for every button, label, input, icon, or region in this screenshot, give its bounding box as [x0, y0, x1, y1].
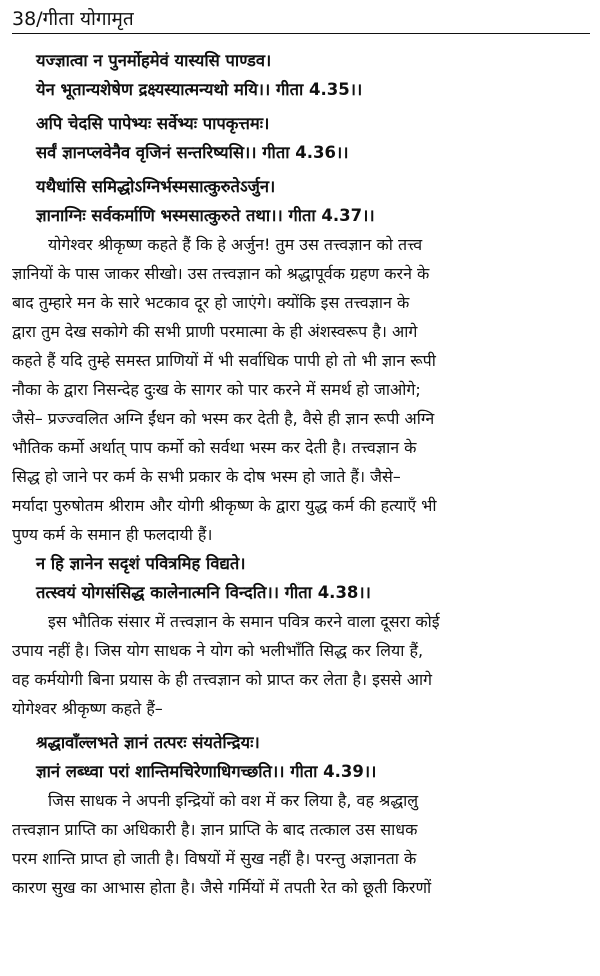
paragraph	[12, 230, 590, 549]
verse-line: यथैधांसि समिद्धोऽग्निर्भस्मसात्कुरुतेऽर्जुन।	[36, 177, 276, 196]
verse-line: अपि चेदसि पापेभ्यः सर्वेभ्यः पापकृत्तमः।	[36, 114, 270, 133]
paragraph-line: योगेश्वर श्रीकृष्ण कहते हैं–	[12, 699, 163, 718]
paragraph-line: पुण्य कर्म के समान ही फलदायी हैं।	[12, 525, 213, 544]
verse-line: यज्ज्ञात्वा न पुनर्मोहमेवं यास्यसि पाण्डव।	[36, 51, 272, 70]
verse-block	[12, 172, 590, 230]
paragraph-line: जैसे– प्रज्ज्वलित अग्नि ईंधन को भस्म कर देती है, वैसे ही ज्ञान रूपी अग्नि	[12, 409, 435, 428]
paragraph-line: योगेश्वर श्रीकृष्ण कहते हैं कि हे अर्जुन! तुम उस तत्त्वज्ञान को तत्त्व	[48, 235, 423, 254]
paragraph-line: सिद्ध हो जाने पर कर्म के सभी प्रकार के दोष भस्म हो जाते हैं। जैसे–	[12, 467, 401, 486]
paragraph-line: ज्ञानियों के पास जाकर सीखो। उस तत्त्वज्ञान को श्रद्धापूर्वक ग्रहण करने के	[12, 264, 430, 283]
paragraph-line: कहते हैं यदि तुम्हे समस्त प्राणियों में भी सर्वाधिक पापी हो तो भी ज्ञान रूपी	[12, 351, 436, 370]
paragraph-line: बाद तुम्हारे मन के सारे भटकाव दूर हो जाएंगे। क्योंकि इस तत्त्वज्ञान के	[12, 293, 410, 312]
verse-line: सर्वं ज्ञानप्लवेनैव वृजिनं सन्तरिष्यसि।। गीता 4.36।।	[36, 143, 349, 162]
paragraph	[12, 607, 590, 723]
paragraph-line: नौका के द्वारा निसन्देह दुःख के सागर को पार करने में समर्थ हो जाओगे;	[12, 380, 421, 399]
paragraph-line: वह कर्मयोगी बिना प्रयास के ही तत्त्वज्ञान को प्राप्त कर लेता है। इससे आगे	[12, 670, 433, 689]
verse-block	[12, 549, 590, 607]
verse-block	[12, 109, 590, 167]
verse-block	[12, 728, 590, 786]
verse-line: ज्ञानाग्निः सर्वकर्माणि भस्मसात्कुरुते तथा।। गीता 4.37।।	[36, 206, 375, 225]
paragraph-line: जिस साधक ने अपनी इन्द्रियों को वश में कर लिया है, वह श्रद्धालु	[48, 791, 419, 810]
verse-line: श्रद्धावाँल्लभते ज्ञानं तत्परः संयतेन्द्रियः।	[36, 733, 260, 752]
paragraph-line: द्वारा तुम देख सकोगे की सभी प्राणी परमात्मा के ही अंशस्वरूप है। आगे	[12, 322, 418, 341]
paragraph-line: उपाय नहीं है। जिस योग साधक ने योग को भलीभाँति सिद्ध कर लिया हैं,	[12, 641, 424, 660]
page-body	[12, 46, 590, 902]
paragraph	[12, 786, 590, 902]
verse-line: ज्ञानं लब्ध्वा परां शान्तिमचिरेणाधिगच्छति।। गीता 4.39।।	[36, 762, 377, 781]
paragraph-line: इस भौतिक संसार में तत्त्वज्ञान के समान पवित्र करने वाला दूसरा कोई	[48, 612, 440, 631]
paragraph-line: भौतिक कर्मो अर्थात् पाप कर्मो को सर्वथा भस्म कर देती है। तत्त्वज्ञान के	[12, 438, 417, 457]
page-header: 38/गीता योगामृत	[12, 8, 134, 30]
paragraph-line: कारण सुख का आभास होता है। जैसे गर्मियों में तपती रेत को छूती किरणों	[12, 878, 432, 897]
header-rule	[12, 33, 590, 34]
verse-line: न हि ज्ञानेन सदृशं पवित्रमिह विद्यते।	[36, 554, 246, 573]
paragraph-line: परम शान्ति प्राप्त हो जाती है। विषयों में सुख नहीं है। परन्तु अज्ञानता के	[12, 849, 417, 868]
verse-line: येन भूतान्यशेषेण द्रक्ष्यस्यात्मन्यथो मयि।। गीता 4.35।।	[36, 80, 363, 99]
verse-block	[12, 46, 590, 104]
paragraph-line: मर्यादा पुरुषोतम श्रीराम और योगी श्रीकृष्ण के द्वारा युद्ध कर्म की हत्याएँ भी	[12, 496, 437, 515]
verse-line: तत्स्वयं योगसंसिद्ध कालेनात्मनि विन्दति।। गीता 4.38।।	[36, 583, 371, 602]
paragraph-line: तत्त्वज्ञान प्राप्ति का अधिकारी है। ज्ञान प्राप्ति के बाद तत्काल उस साधक	[12, 820, 418, 839]
